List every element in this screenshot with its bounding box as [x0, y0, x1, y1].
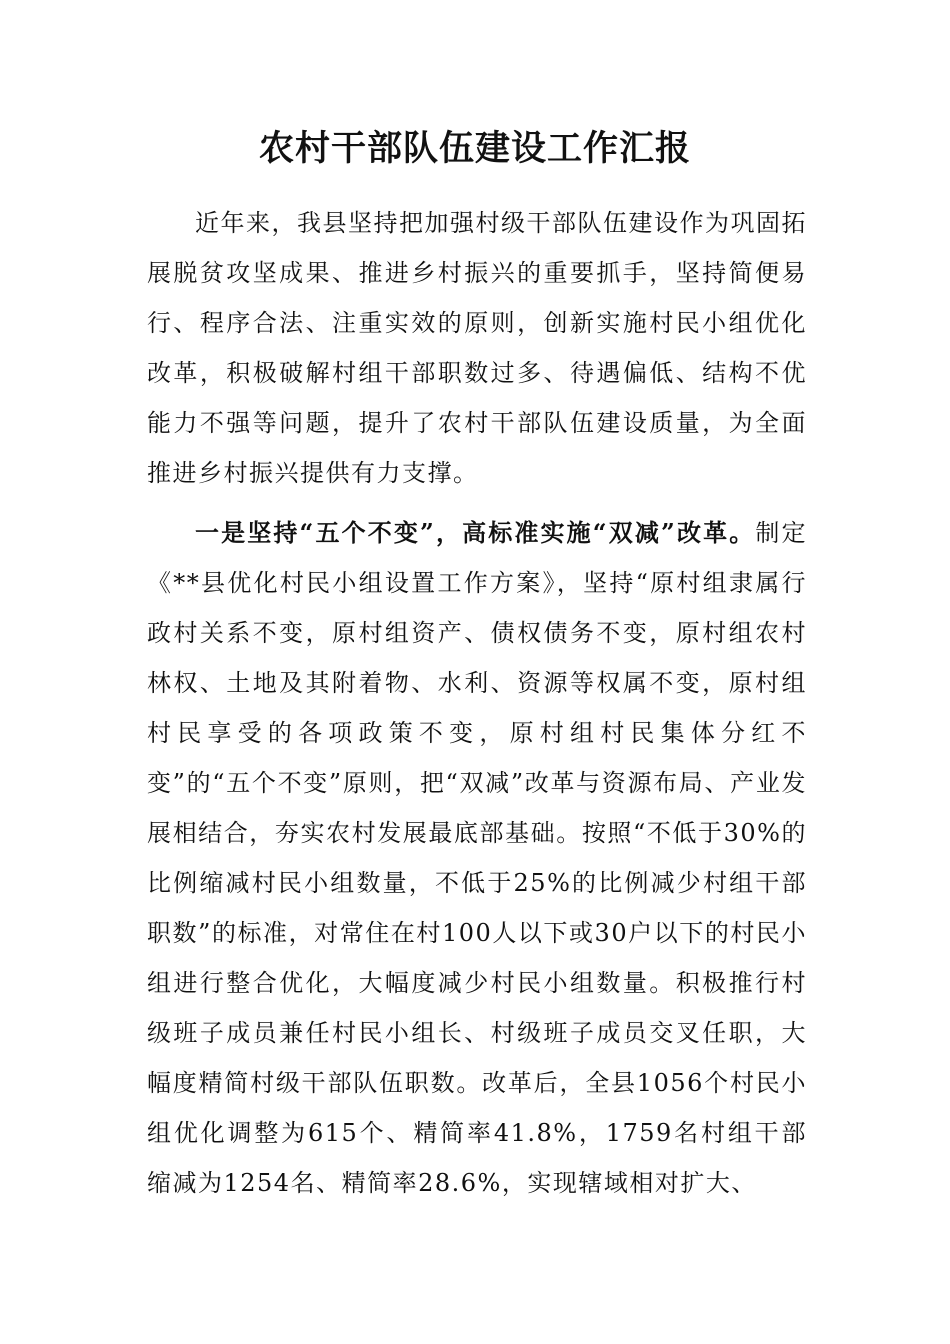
- document-body: [147, 198, 807, 1208]
- section-body-text: 制定《**县优化村民小组设置工作方案》，坚持“原村组隶属行政村关系不变，原村组资产、债权债务不变，原村组农村林权、土地及其附着物、水利、资源等权属不变，原村组村民享受的各项政策不变，原村组村民集体分红不变”的“五个不变”原则，把“双减”改革与资源布局、产业发展相结合，夯实农村发展最底部基础。按照“不低于30%的比例缩减村民小组数量，不低于25%的比例减少村组干部职数”的标准，对常住在村100人以下或30户以下的村民小组进行整合优化，大幅度减少村民小组数量。积极推行村级班子成员兼任村民小组长、村级班子成员交叉任职，大幅度精简村级干部队伍职数。改革后，全县1056个村民小组优化调整为615个、精简率41.8%，1759名村组干部缩减为1254名、精简率28.6%，实现辖域相对扩大、: [147, 519, 808, 1197]
- section-lead-heading: 一是坚持“五个不变”，高标准实施“双减”改革。: [195, 518, 756, 547]
- section-paragraph-1: [147, 508, 807, 1208]
- page-title: 农村干部队伍建设工作汇报: [258, 128, 691, 169]
- intro-paragraph: 近年来，我县坚持把加强村级干部队伍建设作为巩固拓展脱贫攻坚成果、推进乡村振兴的重要抓手，坚持简便易行、程序合法、注重实效的原则，创新实施村民小组优化改革，积极破解村组干部职数过多、待遇偏低、结构不优能力不强等问题，提升了农村干部队伍建设质量，为全面推进乡村振兴提供有力支撑。: [147, 209, 807, 487]
